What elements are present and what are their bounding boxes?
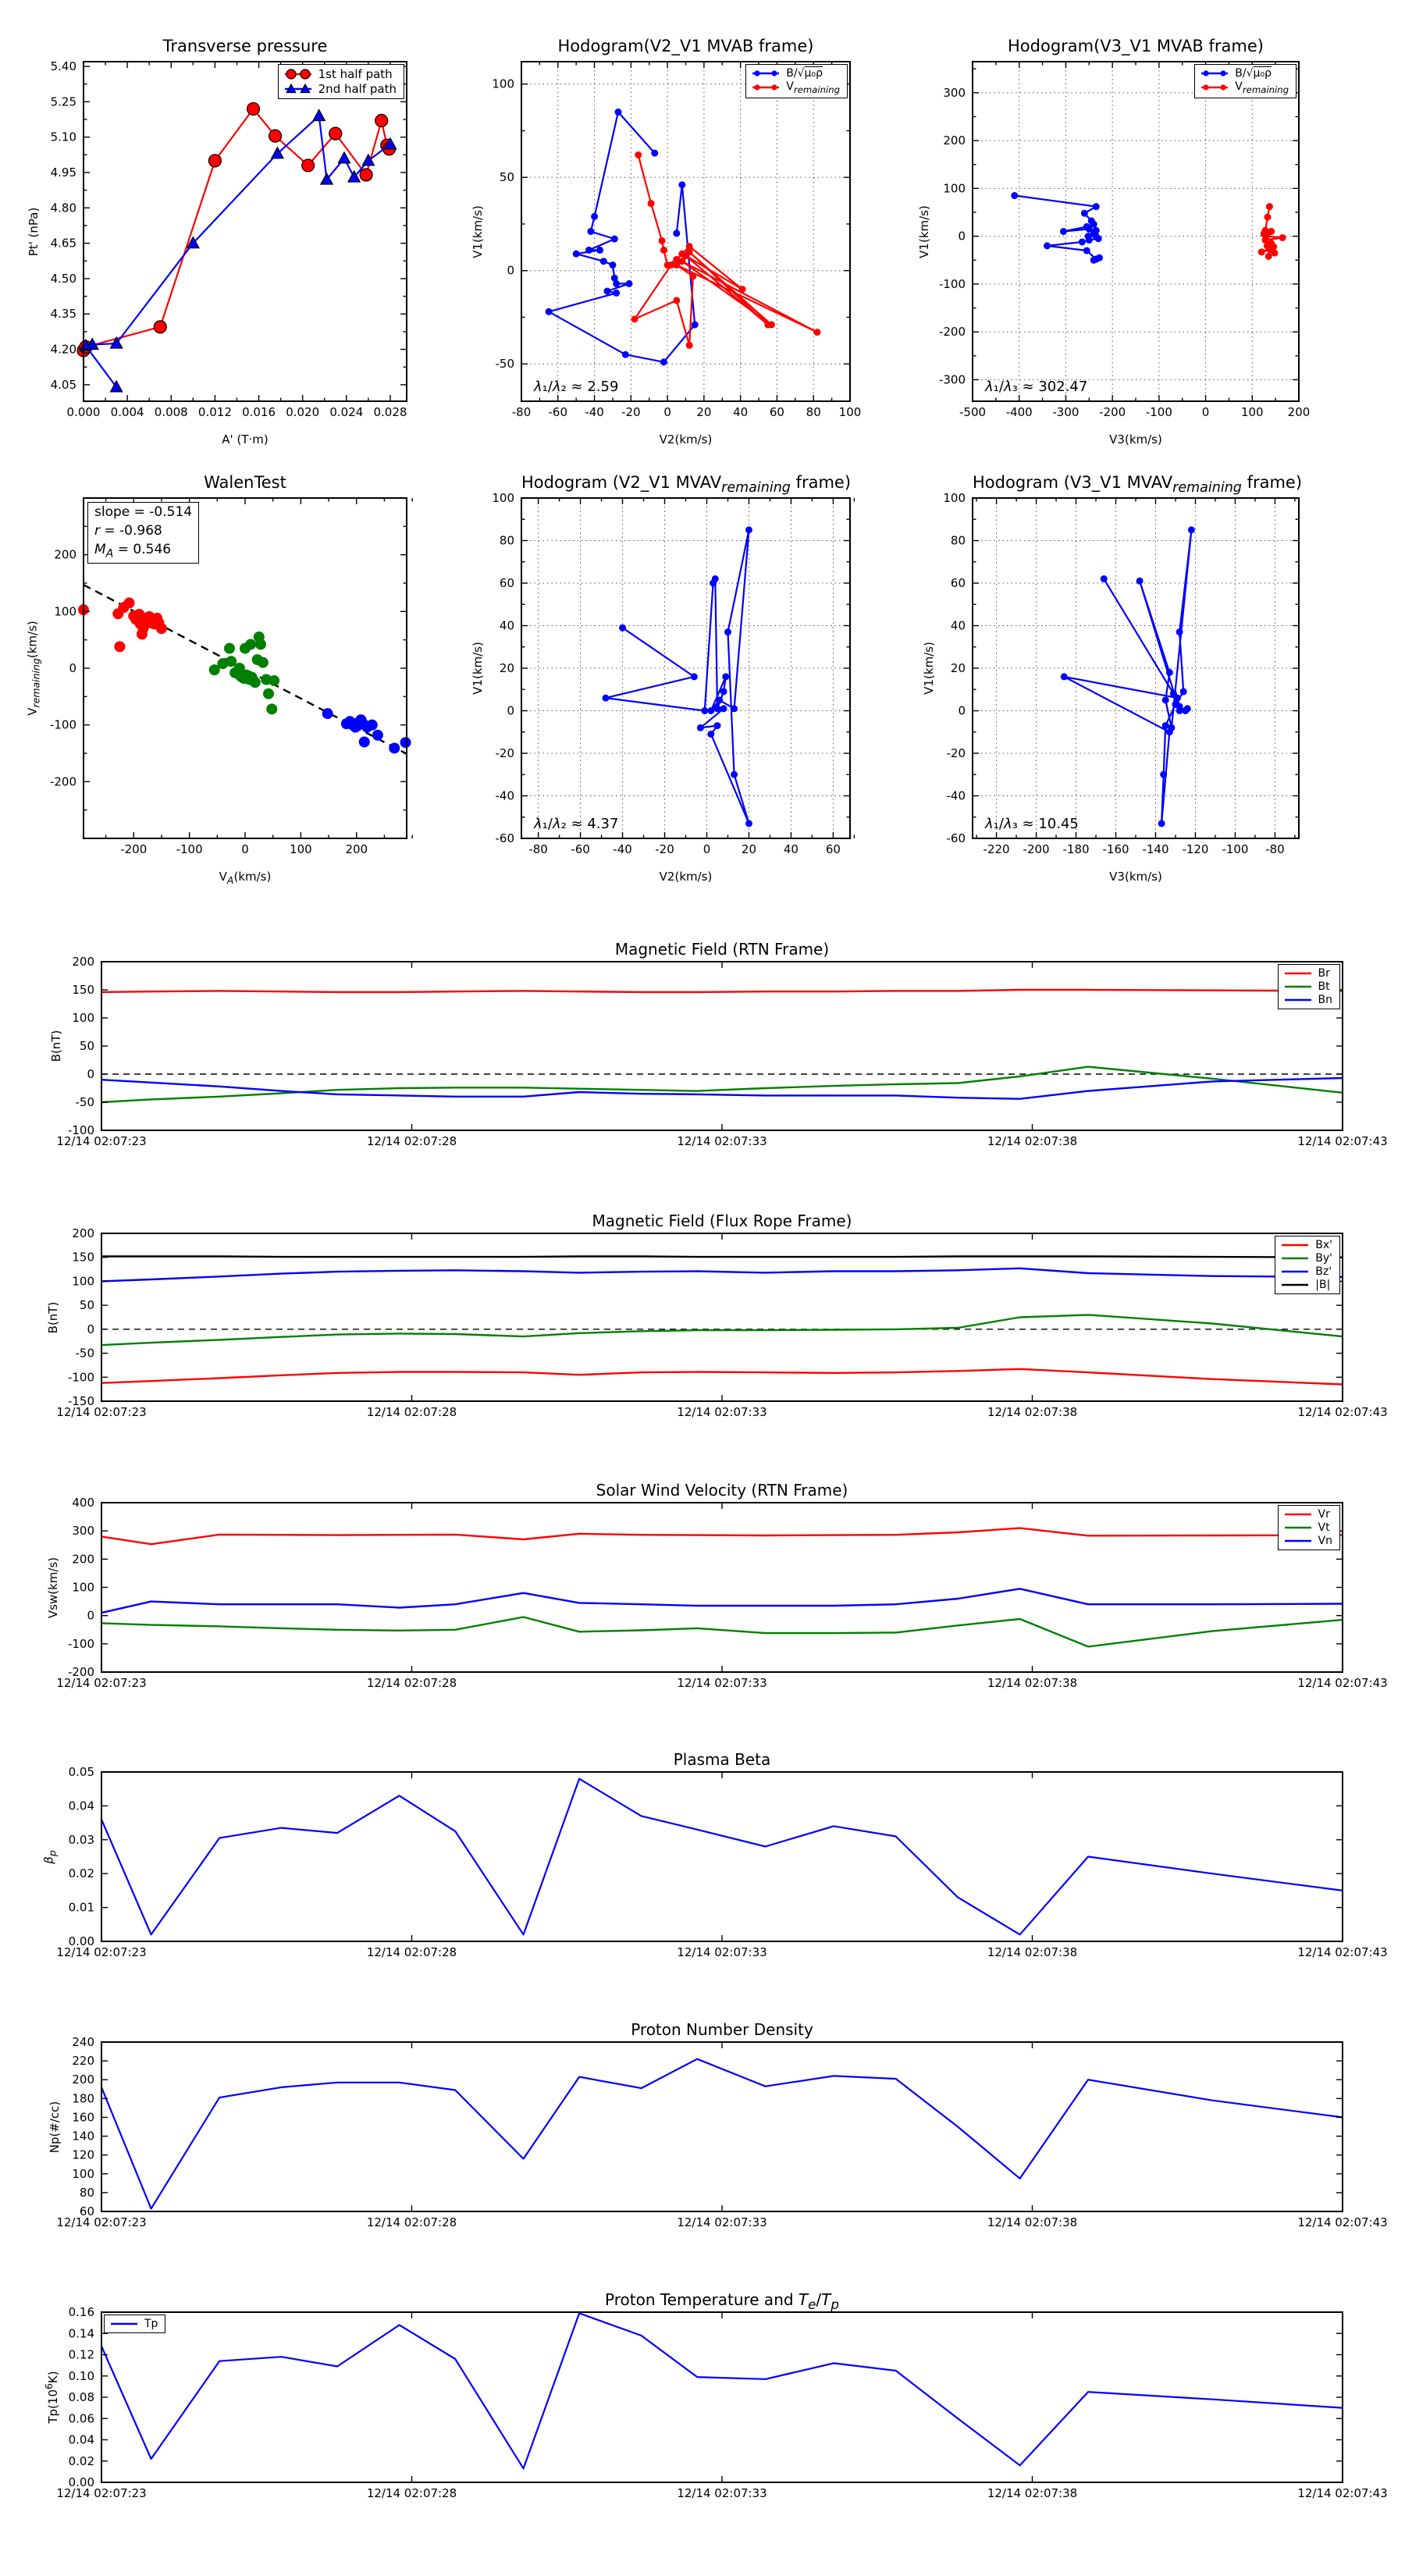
svg-text:50: 50 [79, 1298, 94, 1313]
svg-text:12/14 02:07:38: 12/14 02:07:38 [987, 2215, 1078, 2229]
svg-text:-200: -200 [938, 325, 966, 340]
svg-text:12/14 02:07:43: 12/14 02:07:43 [1297, 1945, 1388, 1959]
svg-text:0.10: 0.10 [68, 2368, 94, 2383]
svg-text:0.020: 0.020 [286, 405, 320, 419]
svg-text:-60: -60 [495, 831, 514, 845]
svg-text:150: 150 [72, 1250, 94, 1265]
svg-text:-100: -100 [67, 1123, 94, 1137]
annotation: slope = -0.514 r = -0.968 $M_A = 0.546$ [87, 502, 199, 564]
svg-text:0.028: 0.028 [373, 405, 407, 419]
svg-text:12/14 02:07:33: 12/14 02:07:33 [677, 1676, 767, 1690]
legend-entry-label: Vt [1318, 1521, 1330, 1534]
svg-text:12/14 02:07:23: 12/14 02:07:23 [56, 1405, 147, 1419]
legend-entry [1283, 1535, 1332, 1547]
legend-entry-label: Vn [1318, 1535, 1332, 1547]
svg-text:0.03: 0.03 [68, 1832, 94, 1847]
annotation: λ₁/λ₃ ≈ 302.47 [985, 379, 1088, 395]
svg-text:12/14 02:07:38: 12/14 02:07:38 [987, 1945, 1078, 1959]
svg-text:12/14 02:07:43: 12/14 02:07:43 [1297, 1676, 1388, 1690]
svg-text:120: 120 [72, 2147, 94, 2162]
svg-text:100: 100 [943, 491, 966, 505]
svg-text:100: 100 [54, 604, 76, 619]
plot-area [56, 1496, 1388, 1690]
svg-text:-200: -200 [49, 774, 76, 789]
svg-text:200: 200 [72, 955, 94, 969]
legend-entry-label: By' [1315, 1252, 1332, 1265]
legend-entry-label: Bn [1318, 994, 1332, 1006]
plot-area [56, 2035, 1388, 2229]
svg-text:80: 80 [950, 533, 966, 548]
plot-area [943, 491, 1299, 856]
magnetic-field-fluxrope-plot [46, 1212, 1388, 1419]
svg-text:-100: -100 [49, 717, 76, 732]
annotation: λ₁/λ₂ ≈ 4.37 [534, 816, 619, 832]
svg-text:0.16: 0.16 [68, 2305, 94, 2319]
svg-text:-50: -50 [75, 1346, 94, 1361]
legend [1278, 1505, 1340, 1550]
svg-text:140: 140 [72, 2129, 94, 2144]
plot-area [50, 59, 407, 419]
x-axis-label: A' (T·m) [222, 432, 269, 447]
svg-text:12/14 02:07:38: 12/14 02:07:38 [987, 2486, 1078, 2500]
y-axis-label: B(nT) [46, 1301, 60, 1333]
svg-text:-140: -140 [1142, 842, 1169, 856]
svg-text:4.20: 4.20 [50, 342, 76, 357]
svg-text:12/14 02:07:23: 12/14 02:07:23 [56, 1134, 147, 1148]
svg-text:12/14 02:07:33: 12/14 02:07:33 [677, 2215, 767, 2229]
svg-text:-100: -100 [176, 842, 203, 856]
svg-text:-60: -60 [946, 831, 966, 845]
svg-text:-100: -100 [1222, 842, 1249, 856]
legend-entry [1280, 1265, 1332, 1278]
svg-text:-100: -100 [938, 276, 966, 291]
svg-text:80: 80 [499, 533, 514, 548]
svg-text:100: 100 [1240, 405, 1264, 419]
hodogram-v2v1-mvab-plot [471, 37, 862, 447]
svg-text:20: 20 [741, 842, 757, 856]
legend-entry [109, 2318, 158, 2330]
svg-text:-500: -500 [959, 405, 987, 419]
chart-title: Hodogram(V2_V1 MVAB frame) [557, 37, 814, 55]
x-axis-label: V2(km/s) [659, 870, 713, 884]
svg-text:12/14 02:07:28: 12/14 02:07:28 [366, 1676, 457, 1690]
svg-text:0: 0 [702, 842, 711, 856]
legend-entry-label: Tp [144, 2318, 158, 2330]
svg-text:12/14 02:07:23: 12/14 02:07:23 [56, 2486, 147, 2500]
svg-text:12/14 02:07:38: 12/14 02:07:38 [987, 1405, 1078, 1419]
svg-text:0.008: 0.008 [154, 405, 188, 419]
y-axis-label: Pt' (nPa) [27, 207, 41, 256]
svg-text:60: 60 [950, 576, 966, 590]
svg-text:0.04: 0.04 [68, 2432, 94, 2447]
svg-text:0: 0 [87, 1608, 94, 1623]
svg-text:0.000: 0.000 [66, 405, 101, 419]
svg-text:100: 100 [72, 2166, 94, 2181]
svg-text:-300: -300 [1052, 405, 1080, 419]
plot-area [56, 2305, 1388, 2500]
chart-title: WalenTest [204, 473, 286, 492]
svg-text:200: 200 [72, 1226, 94, 1240]
svg-text:-40: -40 [946, 788, 966, 803]
legend-entry [1280, 1252, 1332, 1265]
svg-text:400: 400 [72, 1496, 94, 1510]
chart-title: Magnetic Field (RTN Frame) [614, 940, 830, 959]
proton-number-density-plot [48, 2020, 1388, 2229]
svg-text:0.12: 0.12 [68, 2347, 94, 2362]
svg-text:100: 100 [492, 76, 514, 91]
magnetic-field-rtn-plot [49, 940, 1388, 1148]
svg-text:0.14: 0.14 [68, 2326, 94, 2341]
y-axis-label: $\beta_p$ [41, 1849, 59, 1864]
svg-text:4.95: 4.95 [50, 165, 76, 180]
x-axis-label: V3(km/s) [1109, 870, 1162, 884]
svg-text:100: 100 [72, 1274, 94, 1289]
plot-area [56, 1765, 1388, 1959]
svg-text:12/14 02:07:33: 12/14 02:07:33 [677, 2486, 767, 2500]
chart-title: Proton Number Density [631, 2020, 813, 2039]
plot-area [492, 491, 850, 856]
legend-entry-label: 2nd half path [318, 82, 397, 96]
svg-text:12/14 02:07:23: 12/14 02:07:23 [56, 1676, 147, 1690]
solar-wind-velocity-plot [46, 1481, 1388, 1690]
y-axis-label: V1(km/s) [471, 642, 485, 695]
svg-text:0.00: 0.00 [68, 2475, 94, 2489]
svg-text:-80: -80 [1265, 842, 1285, 856]
svg-text:-20: -20 [655, 842, 674, 856]
svg-text:4.05: 4.05 [50, 377, 76, 392]
svg-text:80: 80 [79, 2185, 94, 2200]
svg-text:-160: -160 [1102, 842, 1129, 856]
annotation: λ₁/λ₃ ≈ 10.45 [985, 816, 1079, 832]
y-axis-label: $Tp(10^6K)$ [43, 2371, 60, 2424]
legend [745, 64, 848, 98]
svg-text:40: 40 [783, 842, 799, 856]
svg-text:100: 100 [290, 842, 312, 856]
legend-entry-label: B/√μ₀ρ [786, 67, 823, 80]
svg-text:-220: -220 [983, 842, 1010, 856]
svg-text:0.04: 0.04 [68, 1799, 94, 1813]
plot-area [56, 1226, 1388, 1419]
svg-text:200: 200 [943, 133, 966, 148]
y-axis-label: $V_{remaining}(km/s)$ [25, 621, 42, 716]
svg-text:-60: -60 [548, 405, 568, 419]
svg-text:150: 150 [72, 983, 94, 997]
svg-text:12/14 02:07:28: 12/14 02:07:28 [366, 1134, 457, 1148]
svg-text:60: 60 [79, 2204, 94, 2218]
svg-text:-150: -150 [67, 1394, 94, 1408]
legend [1278, 964, 1340, 1009]
svg-text:0.06: 0.06 [68, 2411, 94, 2426]
legend-entry-label: Br [1318, 967, 1330, 980]
svg-text:0.02: 0.02 [68, 1866, 94, 1881]
svg-text:12/14 02:07:28: 12/14 02:07:28 [366, 2486, 457, 2500]
legend-entry [1283, 980, 1332, 993]
hodogram-v3v1-mvav-plot [922, 473, 1303, 884]
svg-text:-400: -400 [1005, 405, 1033, 419]
legend [1275, 1236, 1340, 1294]
svg-text:0.004: 0.004 [110, 405, 144, 419]
svg-text:-200: -200 [120, 842, 148, 856]
svg-text:0.016: 0.016 [242, 405, 276, 419]
svg-text:12/14 02:07:23: 12/14 02:07:23 [56, 1945, 147, 1959]
svg-text:5.40: 5.40 [50, 59, 76, 74]
svg-text:-50: -50 [75, 1095, 94, 1109]
svg-text:-20: -20 [946, 746, 966, 760]
legend-entry-label: |B| [1315, 1279, 1331, 1291]
svg-text:60: 60 [825, 842, 841, 856]
x-axis-label: V2(km/s) [659, 432, 713, 447]
svg-text:0.05: 0.05 [68, 1765, 94, 1779]
svg-text:12/14 02:07:28: 12/14 02:07:28 [366, 1405, 457, 1419]
svg-text:-80: -80 [528, 842, 548, 856]
chart-title: Magnetic Field (Flux Rope Frame) [592, 1212, 852, 1230]
legend-entry [1283, 967, 1332, 980]
chart-title: Solar Wind Velocity (RTN Frame) [596, 1481, 848, 1500]
legend-entry [751, 67, 840, 80]
svg-text:200: 200 [345, 842, 368, 856]
svg-text:0: 0 [87, 1067, 94, 1081]
y-axis-label: Vsw(km/s) [46, 1557, 60, 1618]
svg-text:12/14 02:07:43: 12/14 02:07:43 [1297, 2486, 1388, 2500]
legend [104, 2314, 165, 2333]
chart-title: Plasma Beta [673, 1750, 771, 1769]
y-axis-label: V1(km/s) [917, 205, 931, 258]
chart-title: Hodogram(V3_V1 MVAB frame) [1008, 37, 1264, 55]
legend-entry-label: Bt [1318, 980, 1330, 993]
svg-text:20: 20 [696, 405, 712, 419]
svg-text:-60: -60 [571, 842, 590, 856]
svg-text:100: 100 [492, 491, 514, 505]
legend-entry [1283, 1521, 1332, 1534]
svg-text:-100: -100 [67, 1636, 94, 1651]
annotation: λ₁/λ₂ ≈ 2.59 [534, 379, 619, 395]
svg-text:-300: -300 [938, 372, 966, 387]
svg-text:0: 0 [663, 405, 671, 419]
plot-area [492, 62, 862, 419]
svg-text:40: 40 [733, 405, 749, 419]
svg-text:12/14 02:07:43: 12/14 02:07:43 [1297, 1134, 1388, 1148]
svg-text:12/14 02:07:38: 12/14 02:07:38 [987, 1134, 1078, 1148]
svg-text:0: 0 [507, 703, 514, 718]
legend-entry [1280, 1239, 1332, 1251]
walen-test-plot [25, 473, 407, 886]
legend-entry [1283, 994, 1332, 1006]
svg-text:5.10: 5.10 [50, 130, 76, 144]
transverse-pressure-plot [27, 37, 407, 447]
legend-entry [1200, 67, 1289, 80]
svg-text:0.08: 0.08 [68, 2390, 94, 2404]
svg-text:12/14 02:07:23: 12/14 02:07:23 [56, 2215, 147, 2229]
svg-text:220: 220 [72, 2054, 94, 2069]
svg-text:180: 180 [72, 2091, 94, 2106]
svg-text:12/14 02:07:33: 12/14 02:07:33 [677, 1134, 767, 1148]
svg-text:60: 60 [499, 576, 514, 590]
svg-text:-40: -40 [585, 405, 604, 419]
svg-text:300: 300 [943, 85, 966, 100]
svg-text:200: 200 [1287, 405, 1311, 419]
svg-text:-20: -20 [621, 405, 641, 419]
proton-temperature-plot [43, 2290, 1388, 2500]
svg-text:0: 0 [507, 263, 514, 278]
plot-area [938, 62, 1311, 419]
legend-entry [751, 80, 840, 95]
svg-text:-200: -200 [1099, 405, 1126, 419]
y-axis-label: V1(km/s) [471, 205, 485, 258]
svg-text:100: 100 [72, 1580, 94, 1595]
svg-text:-100: -100 [67, 1370, 94, 1385]
legend [1194, 64, 1297, 98]
legend-entry [1283, 1508, 1332, 1521]
svg-text:20: 20 [499, 661, 514, 675]
svg-text:4.35: 4.35 [50, 307, 76, 322]
legend-entry-label: Vr [1318, 1508, 1330, 1521]
legend-entry-label: B/√μ₀ρ [1235, 67, 1272, 80]
svg-text:4.50: 4.50 [50, 271, 76, 286]
svg-text:100: 100 [72, 1011, 94, 1025]
svg-text:0.00: 0.00 [68, 1934, 94, 1948]
legend-entry [1200, 80, 1289, 95]
svg-text:4.65: 4.65 [50, 236, 76, 251]
svg-text:100: 100 [838, 405, 862, 419]
svg-text:0: 0 [958, 229, 966, 244]
svg-text:12/14 02:07:33: 12/14 02:07:33 [677, 1945, 767, 1959]
chart-title: Hodogram (V3_V1 $MVAV_{remaining}$ frame) [973, 473, 1303, 496]
svg-text:-120: -120 [1182, 842, 1209, 856]
legend-entry-label: $V_{remaining}$ [786, 80, 840, 95]
svg-text:5.25: 5.25 [50, 94, 76, 109]
svg-text:20: 20 [950, 661, 966, 675]
legend-entry [283, 82, 397, 96]
svg-text:-50: -50 [495, 357, 514, 372]
svg-text:0.01: 0.01 [68, 1900, 94, 1915]
y-axis-label: V1(km/s) [922, 642, 936, 695]
svg-text:300: 300 [72, 1524, 94, 1539]
svg-text:-200: -200 [67, 1665, 94, 1679]
legend [278, 64, 404, 99]
svg-text:0: 0 [958, 703, 966, 718]
chart-title: Hodogram (V2_V1 $MVAV_{remaining}$ frame) [521, 473, 852, 496]
svg-text:-80: -80 [511, 405, 532, 419]
svg-text:12/14 02:07:43: 12/14 02:07:43 [1297, 1405, 1388, 1419]
chart-title: Proton Temperature and $T_e/T_p$ [605, 2290, 839, 2312]
svg-text:0: 0 [1201, 405, 1210, 419]
hodogram-v2v1-mvav-plot [471, 473, 852, 884]
svg-text:12/14 02:07:33: 12/14 02:07:33 [677, 1405, 767, 1419]
chart-title: Transverse pressure [162, 37, 328, 55]
svg-text:12/14 02:07:28: 12/14 02:07:28 [366, 1945, 457, 1959]
svg-text:0: 0 [241, 842, 249, 856]
svg-text:50: 50 [499, 170, 514, 185]
legend-entry-label: 1st half path [318, 67, 393, 81]
legend-entry-label: Bx' [1315, 1239, 1332, 1251]
svg-text:-200: -200 [1023, 842, 1050, 856]
svg-text:12/14 02:07:38: 12/14 02:07:38 [987, 1676, 1078, 1690]
svg-text:-40: -40 [613, 842, 632, 856]
svg-text:-20: -20 [495, 746, 514, 760]
svg-text:0.012: 0.012 [197, 405, 232, 419]
svg-text:-40: -40 [495, 788, 514, 803]
svg-text:50: 50 [79, 1039, 94, 1053]
svg-text:200: 200 [72, 1552, 94, 1567]
svg-text:40: 40 [499, 618, 514, 633]
svg-text:12/14 02:07:43: 12/14 02:07:43 [1297, 2215, 1388, 2229]
svg-text:0.024: 0.024 [329, 405, 364, 419]
svg-text:100: 100 [943, 181, 966, 196]
svg-text:60: 60 [769, 405, 784, 419]
svg-text:12/14 02:07:28: 12/14 02:07:28 [366, 2215, 457, 2229]
svg-text:-180: -180 [1062, 842, 1090, 856]
svg-text:0: 0 [69, 661, 76, 675]
svg-text:200: 200 [72, 2073, 94, 2087]
svg-text:240: 240 [72, 2035, 94, 2049]
svg-text:0.02: 0.02 [68, 2453, 94, 2468]
hodogram-v3v1-mvab-plot [917, 37, 1311, 447]
x-axis-label: V3(km/s) [1109, 432, 1162, 447]
legend-entry-label: Bz' [1315, 1265, 1332, 1278]
legend-entry-label: $V_{remaining}$ [1235, 80, 1289, 95]
plasma-beta-plot [41, 1750, 1388, 1959]
svg-text:4.80: 4.80 [50, 201, 76, 215]
y-axis-label: Np(#/cc) [48, 2101, 62, 2153]
svg-text:-100: -100 [1145, 405, 1172, 419]
svg-text:160: 160 [72, 2110, 94, 2125]
svg-text:200: 200 [54, 547, 76, 562]
x-axis-label: $V_A(km/s)$ [219, 870, 272, 886]
svg-text:0: 0 [87, 1322, 94, 1336]
y-axis-label: B(nT) [49, 1030, 63, 1062]
svg-text:40: 40 [950, 618, 966, 633]
legend-entry [1280, 1279, 1332, 1291]
svg-text:80: 80 [806, 405, 821, 419]
legend-entry [283, 67, 397, 81]
